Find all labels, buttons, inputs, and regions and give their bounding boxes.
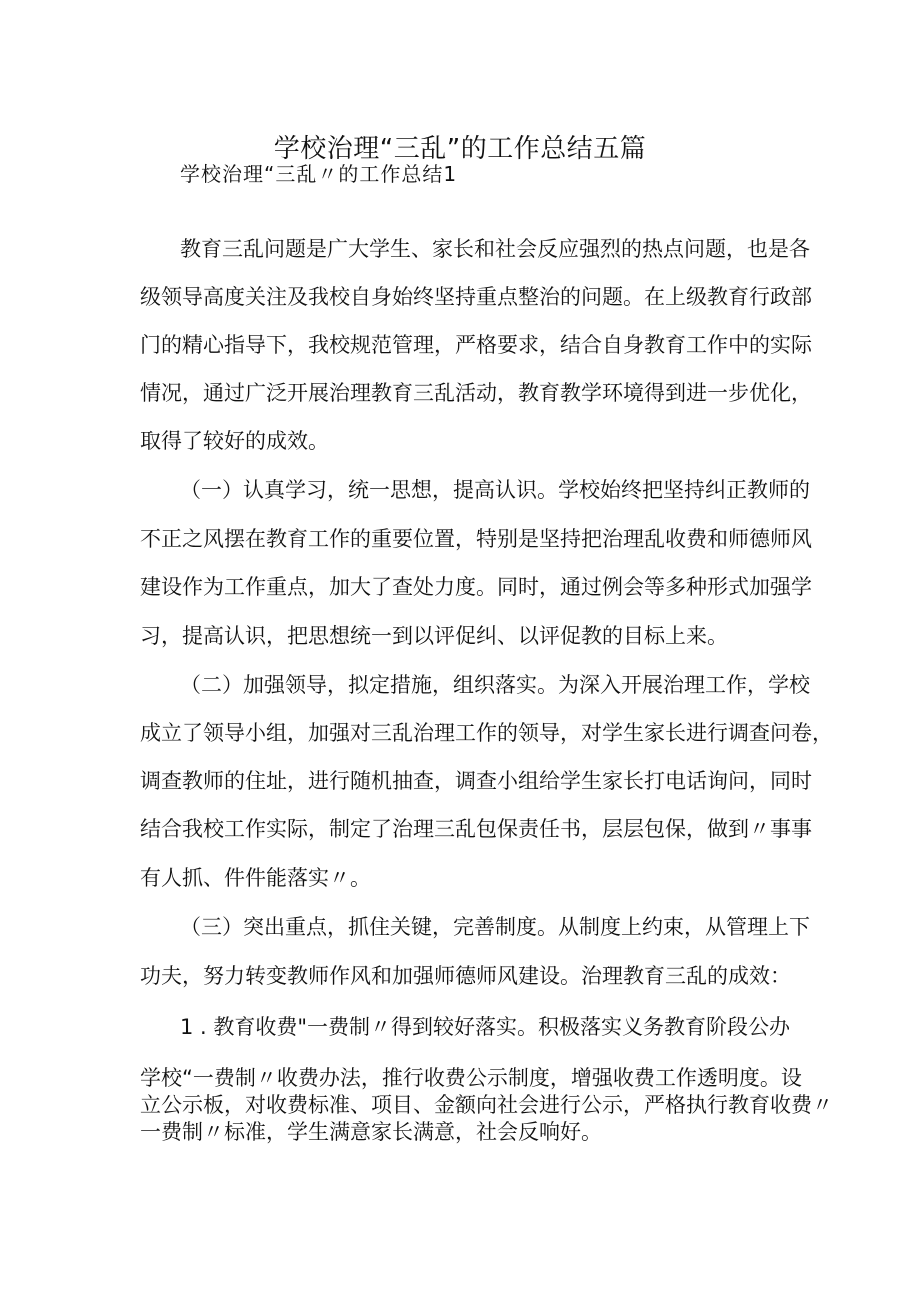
- paragraph1-line: 门的精心指导下，我校规范管理，严格要求，结合自身教育工作中的实际: [140, 333, 812, 357]
- section-subtitle: 学校治理“三乱〃的工作总结1: [180, 162, 458, 186]
- item1-body-line: 学校“一费制〃收费办法，推行收费公示制度，增强收费工作透明度。设: [140, 1066, 802, 1090]
- paragraph1-line: 级领导高度关注及我校自身始终坚持重点整治的问题。在上级教育行政部: [140, 285, 812, 309]
- item1-body-line: 立公示板，对收费标准、项目、金额向社会进行公示，严格执行教育收费〃: [140, 1093, 833, 1117]
- paragraph2-line: 不正之风摆在教育工作的重要位置，特别是坚持把治理乱收费和师德师风: [140, 527, 812, 551]
- paragraph2-line: 习，提高认识，把思想统一到以评促纠、以评促教的目标上来。: [140, 624, 728, 648]
- paragraph1-line: 教育三乱问题是广大学生、家长和社会反应强烈的热点问题，也是各: [180, 237, 810, 261]
- paragraph3-line: 调查教师的住址，进行随机抽查，调查小组给学生家长打电话询问，同时: [140, 769, 812, 793]
- paragraph2-line: 建设作为工作重点，加大了查处力度。同时，通过例会等多种形式加强学: [140, 575, 812, 599]
- paragraph3-line: 结合我校工作实际，制定了治理三乱包保责任书，层层包保，做到〃事事: [140, 817, 812, 841]
- document-title: 学校治理“三乱”的工作总结五篇: [273, 134, 647, 164]
- paragraph3-line: （二）加强领导，拟定措施，组织落实。为深入开展治理工作，学校: [180, 673, 810, 697]
- paragraph3-line: 有人抓、件件能落实〃。: [140, 866, 371, 890]
- item1-heading: 1 . 教育收费"一费制〃得到较好落实。积极落实义务教育阶段公办: [180, 1015, 791, 1039]
- item1-body-line: 一费制〃标准，学生满意家长满意，社会反响好。: [140, 1120, 602, 1144]
- paragraph4-line: （三）突出重点，抓住关键，完善制度。从制度上约束，从管理上下: [180, 915, 810, 939]
- paragraph1-line: 情况，通过广泛开展治理教育三乱活动，教育教学环境得到进一步优化，: [140, 381, 812, 405]
- paragraph4-line: 功夫，努力转变教师作风和加强师德师风建设。治理教育三乱的成效：: [140, 964, 791, 988]
- paragraph1-line: 取得了较好的成效。: [140, 429, 329, 453]
- paragraph2-line: （一）认真学习，统一思想，提高认识。学校始终把坚持纠正教师的: [180, 478, 810, 502]
- paragraph3-line: 成立了领导小组，加强对三乱治理工作的领导，对学生家长进行调查问卷，: [140, 721, 833, 745]
